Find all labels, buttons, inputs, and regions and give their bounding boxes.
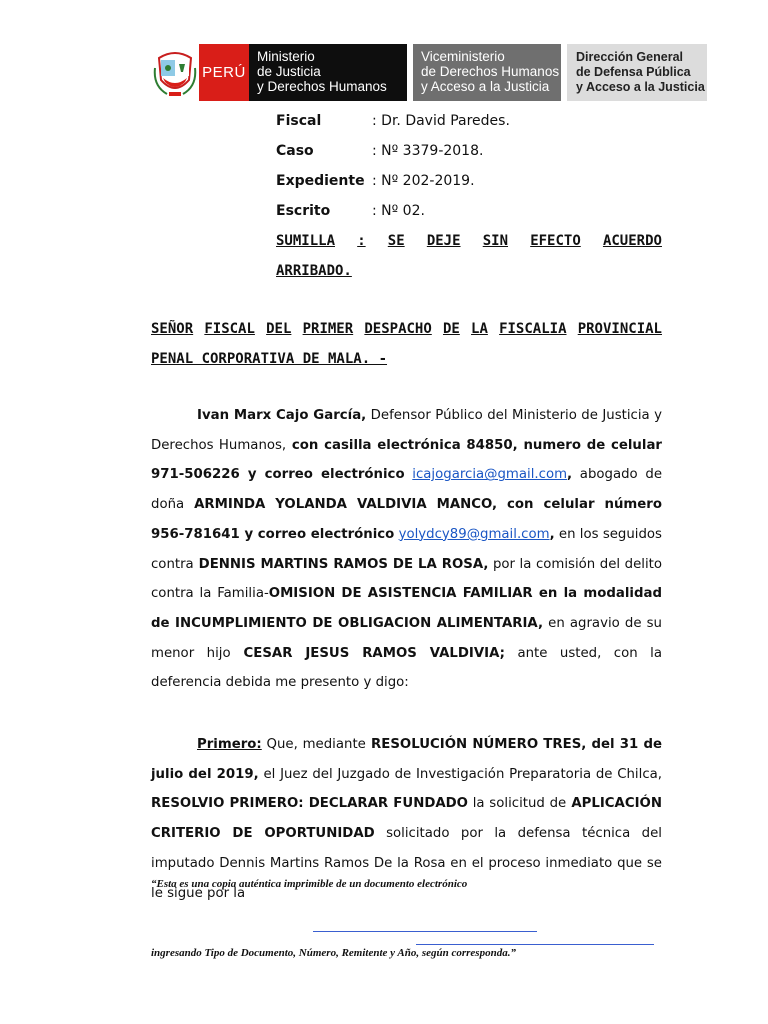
meta-row-expediente: Expediente : Nº 202-2019. — [276, 173, 475, 189]
direction-block: Dirección General de Defensa Pública y Acceso a la Justicia — [567, 44, 707, 101]
coat-of-arms-icon — [153, 46, 197, 100]
intro-paragraph: Ivan Marx Cajo García, Defensor Público del Ministerio de Justicia y Derechos Humanos, con casilla electrónica 84850, numero de celular 971-506226 y correo electrónico icajogarcia@gmail.com, abogado de doña ARMINDA YOLANDA VALDIVIA MANCO, con celular número 956-781641 y correo electrónico yolydcy89@gmail.com, en los seguidos contra DENNIS MARTINS RAMOS DE LA ROSA, por la comisión del delito contra la Familia-OMISION DE ASISTENCIA FAMILIAR en la modalidad de INCUMPLIMIENTO DE OBLIGACION ALIMENTARIA, en agravio de su menor hijo CESAR JESUS RAMOS VALDIVIA; ante usted, con la deferencia debida me presento y digo: — [151, 408, 663, 691]
footer-instructions: ingresando Tipo de Documento, Número, Remitente y Año, según corresponda.” — [151, 947, 516, 959]
viceministry-block: Viceministerio de Derechos Humanos y Acceso a la Justicia — [413, 44, 561, 101]
meta-row-fiscal: Fiscal : Dr. David Paredes. — [276, 113, 510, 129]
meta-row-escrito: Escrito : Nº 02. — [276, 203, 425, 219]
ministry-logo-block — [199, 44, 407, 101]
institution-header — [153, 44, 707, 101]
sumilla-line-2: ARRIBADO. — [276, 263, 352, 279]
addressee — [151, 314, 662, 374]
meta-row-caso: Caso : Nº 3379-2018. — [276, 143, 484, 159]
addressee-line-2: PENAL CORPORATIVA DE MALA. - — [151, 351, 388, 367]
sumilla — [276, 226, 662, 286]
case-metadata — [276, 106, 662, 226]
email-link-client[interactable]: yolydcy89@gmail.com — [398, 526, 550, 542]
primero-paragraph: Primero: Que, mediante RESOLUCIÓN NÚMERO TRES, del 31 de julio del 2019, el Juez del Juzgado de Investigación Preparatoria de Chilca, RESOLVIO PRIMERO: DECLARAR FUNDADO la solicitud de APLICACIÓN CRITERIO DE OPORTUNIDAD solicitado por la defensa técnica del imputado Dennis Martins Ramos De la Rosa en el proceso inmediato que se le sigue por la — [151, 737, 662, 901]
footer-link-line[interactable] — [313, 931, 537, 932]
authenticity-note: “Esta es una copia auténtica imprimible de un documento electrónico — [151, 878, 468, 890]
peru-label: PERÚ — [199, 44, 249, 101]
footer-link-line[interactable] — [416, 944, 654, 945]
ministry-name: Ministerio de Justicia y Derechos Humanos — [257, 49, 387, 94]
sumilla-line-1: SUMILLA : SE DEJE SIN EFECTO ACUERDO — [276, 233, 662, 249]
addressee-line-1: SEÑOR FISCAL DEL PRIMER DESPACHO DE LA FISCALIA PROVINCIAL — [151, 321, 662, 337]
email-link-defender[interactable]: icajogarcia@gmail.com — [412, 467, 568, 483]
